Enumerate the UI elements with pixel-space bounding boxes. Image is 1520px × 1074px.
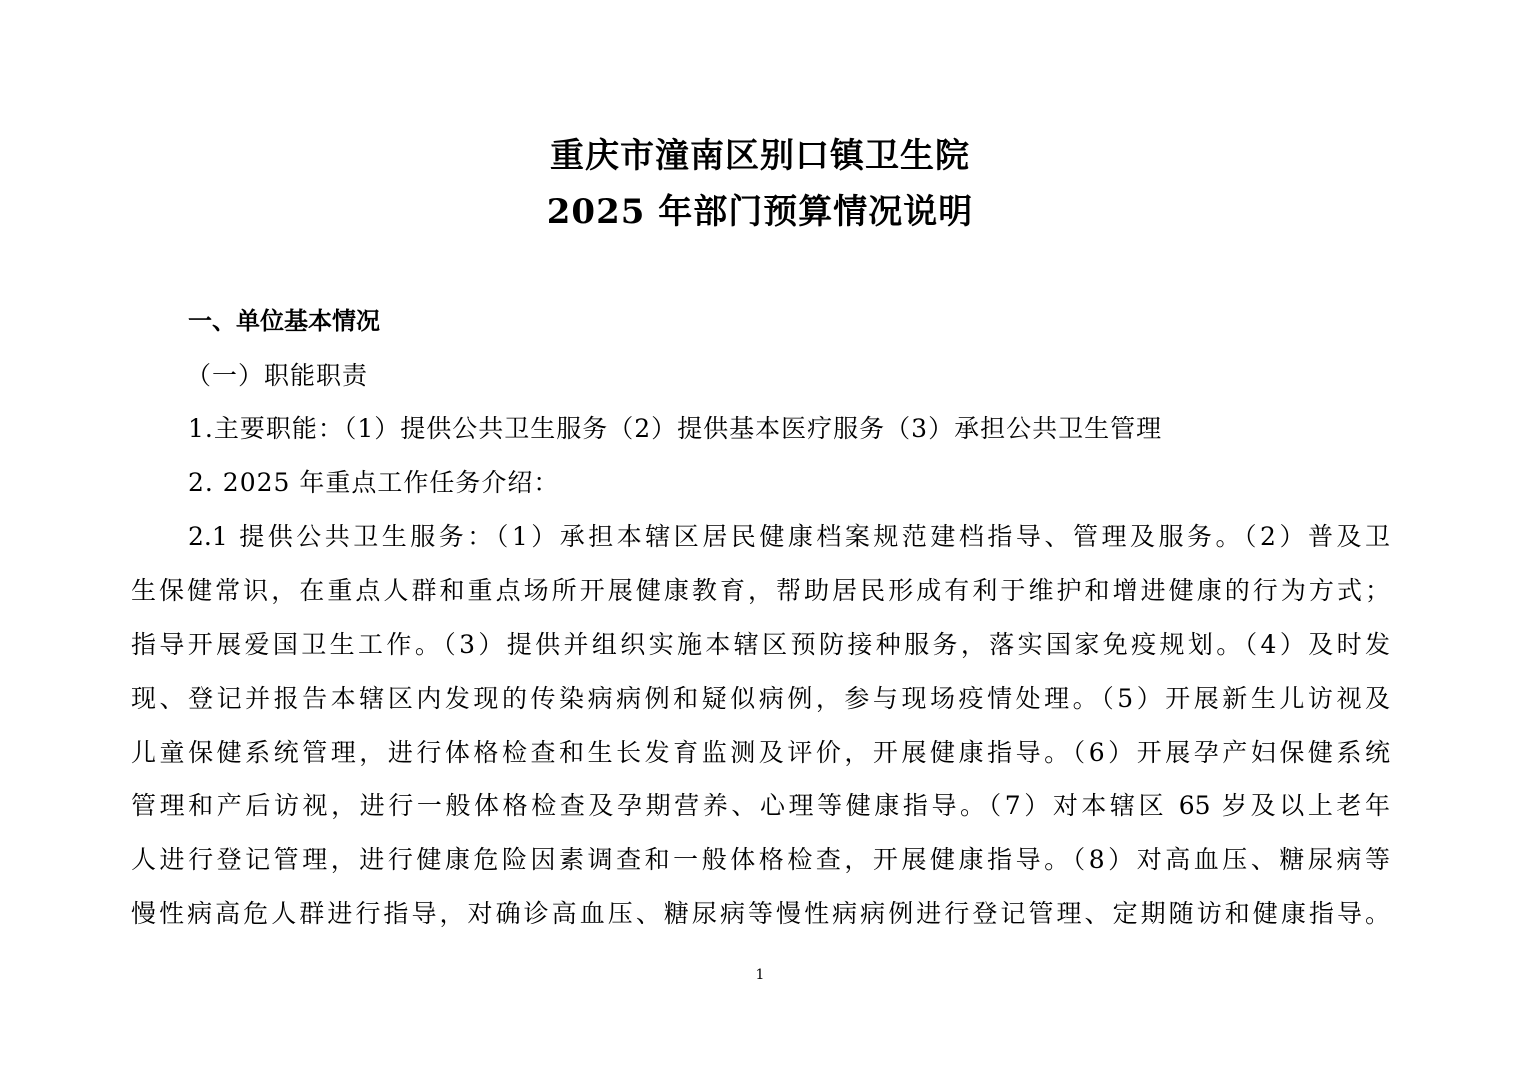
paragraph-line: 2.1 提供公共卫生服务：（1）承担本辖区居民健康档案规范建档指导、管理及服务。（2）普及卫 — [188, 522, 1390, 551]
paragraph-line: 指导开展爱国卫生工作。（3）提供并组织实施本辖区预防接种服务，落实国家免疫规划。（4）及时发 — [131, 630, 1390, 659]
paragraph-line: 慢性病高危人群进行指导，对确诊高血压、糖尿病等慢性病病例进行登记管理、定期随访和健康指导。 — [131, 899, 1390, 928]
document-subtitle: 2025 年部门预算情况说明 — [546, 192, 974, 232]
key-tasks-item: 2. 2025 年重点工作任务介绍： — [188, 468, 560, 497]
main-functions-item: 1.主要职能：（1）提供公共卫生服务（2）提供基本医疗服务（3）承担公共卫生管理 — [188, 414, 1163, 443]
document-title: 重庆市潼南区别口镇卫生院 — [550, 136, 970, 176]
paragraph-line: 管理和产后访视，进行一般体格检查及孕期营养、心理等健康指导。（7）对本辖区 65 岁及以上老年 — [131, 791, 1390, 820]
paragraph-line: 现、登记并报告本辖区内发现的传染病病例和疑似病例，参与现场疫情处理。（5）开展新生儿访视及 — [131, 684, 1390, 713]
paragraph-line: 生保健常识，在重点人群和重点场所开展健康教育，帮助居民形成有利于维护和增进健康的行为方式； — [131, 576, 1390, 605]
paragraph-line: 人进行登记管理，进行健康危险因素调查和一般体格检查，开展健康指导。（8）对高血压、糖尿病等 — [131, 845, 1390, 874]
paragraph-line: 儿童保健系统管理，进行体格检查和生长发育监测及评价，开展健康指导。（6）开展孕产妇保健系统 — [131, 738, 1390, 767]
subsection-heading: （一）职能职责 — [186, 361, 369, 390]
page-number: 1 — [755, 967, 765, 983]
section-heading: 一、单位基本情况 — [188, 307, 380, 335]
